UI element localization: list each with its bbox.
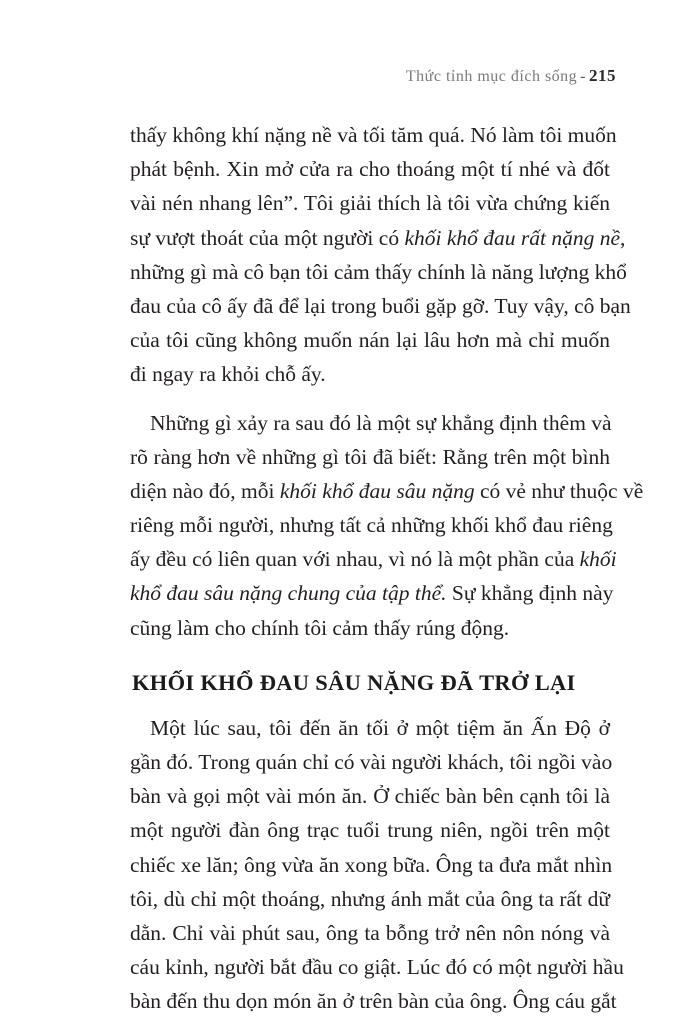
chapter-title: Thức tỉnh mục đích sống xyxy=(405,68,578,85)
paragraph-continuation xyxy=(130,118,631,392)
italic-term: khổ đau sâu nặng chung của tập thể. xyxy=(130,581,447,606)
header-separator: - xyxy=(580,68,586,85)
text-line: chiếc xe lăn; ông vừa ăn xong bữa. Ông ta đưa mắt nhìn xyxy=(130,852,613,877)
text-line: bàn đến thu dọn món ăn ở trên bàn của ông. Ông cáu gắt xyxy=(130,989,617,1014)
text-line: gần đó. Trong quán chỉ có vài người khách, tôi ngồi vào xyxy=(130,750,613,774)
text-line: rõ ràng hơn về những gì tôi đã biết: Rằng trên một bình xyxy=(130,444,610,469)
text-line: cũng làm cho chính tôi cảm thấy rúng động. xyxy=(130,615,510,640)
text-line: diện nào đó, mỗi khối khổ đau sâu nặng có vẻ như thuộc về xyxy=(130,478,644,503)
text-line: đi ngay ra khỏi chỗ ấy. xyxy=(130,362,326,387)
paragraph xyxy=(130,406,644,645)
text-line: cáu kỉnh, người bắt đầu co giật. Lúc đó có một người hầu xyxy=(130,955,624,980)
text-line: sự vượt thoát của một người có khối khổ đau rất nặng nề, xyxy=(130,225,626,250)
paragraph xyxy=(130,711,624,1019)
text-line: riêng mỗi người, nhưng tất cả những khối khổ đau riêng xyxy=(130,513,613,538)
text-line: đau của cô ấy đã để lại trong buổi gặp gỡ. Tuy vậy, cô bạn xyxy=(130,293,631,318)
text-line: bàn và gọi một vài món ăn. Ở chiếc bàn bên cạnh tôi là xyxy=(130,784,610,809)
text-line: những gì mà cô bạn tôi cảm thấy chính là năng lượng khổ xyxy=(130,259,627,284)
text-line: dằn. Chỉ vài phút sau, ông ta bỗng trở nên nôn nóng và xyxy=(130,920,610,945)
text-line: Một lúc sau, tôi đến ăn tối ở một tiệm ăn Ấn Độ ở xyxy=(150,715,610,740)
text-line: phát bệnh. Xin mở cửa ra cho thoáng một tí nhé và đốt xyxy=(130,157,610,182)
text-line: vài nén nhang lên”. Tôi giải thích là tôi vừa chứng kiến xyxy=(130,191,610,216)
text-line: khổ đau sâu nặng chung của tập thể. Sự khẳng định này xyxy=(130,581,614,606)
running-header xyxy=(406,66,616,86)
text-line: thấy không khí nặng nề và tối tăm quá. Nó làm tôi muốn xyxy=(130,123,617,147)
section-heading: KHỐI KHỔ ĐAU SÂU NẶNG ĐÃ TRỞ LẠI xyxy=(132,669,576,695)
page-number: 215 xyxy=(589,66,616,85)
text-line: ấy đều có liên quan với nhau, vì nó là một phần của khối xyxy=(130,547,617,572)
italic-term: khối khổ đau rất nặng nề xyxy=(404,225,621,250)
text-line: Những gì xảy ra sau đó là một sự khẳng định thêm và xyxy=(150,410,612,435)
text-line: của tôi cũng không muốn nán lại lâu hơn mà chỉ muốn xyxy=(130,328,610,353)
italic-term: khối khổ đau sâu nặng xyxy=(279,478,475,503)
text-line: tôi, dù chỉ một thoáng, nhưng ánh mắt của ông ta rất dữ xyxy=(130,886,610,911)
italic-term: khối xyxy=(579,547,617,572)
page-body xyxy=(130,118,644,1019)
text-line: một người đàn ông trạc tuổi trung niên, ngồi trên một xyxy=(130,818,610,843)
